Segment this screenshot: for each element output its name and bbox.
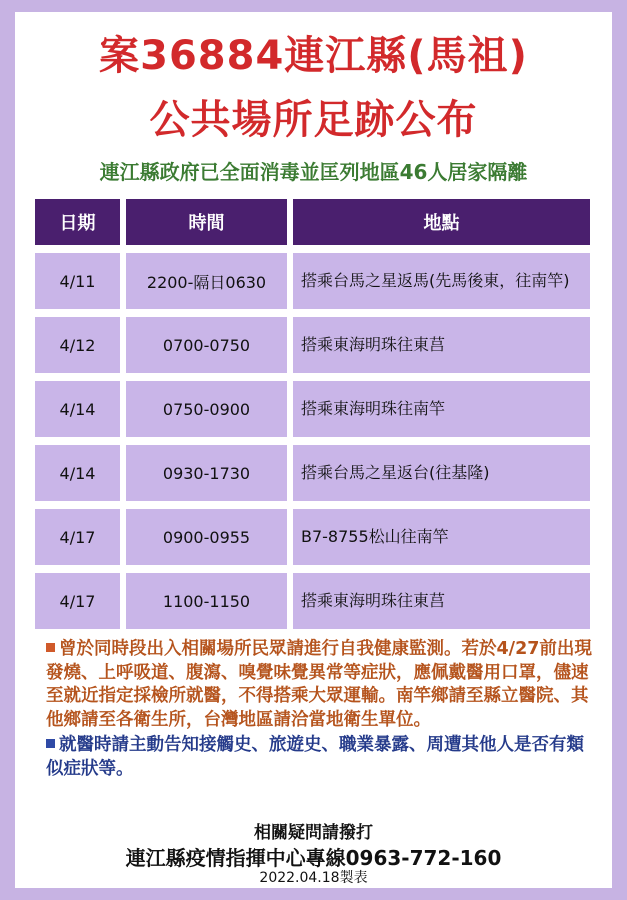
blue-square-bullet-icon bbox=[46, 739, 55, 748]
title-line-2: 公共場所足跡公布 bbox=[149, 97, 478, 143]
row-4-place: 搭乘台馬之星返台(往基隆) bbox=[293, 445, 590, 501]
footer-date: 2022.04.18製表 bbox=[259, 870, 368, 886]
row-6-date: 4/17 bbox=[35, 573, 120, 629]
header-time: 時間 bbox=[126, 199, 287, 245]
row-1-time: 2200-隔日0630 bbox=[126, 253, 287, 309]
row-3-place: 搭乘東海明珠往南竿 bbox=[293, 381, 590, 437]
note-1-text: 曾於同時段出入相關場所民眾請進行自我健康監測。若於4/27前出現發燒、上呼吸道、腹瀉、嗅覺味覺異常等症狀，應佩戴醫用口罩，儘速至就近指定採檢所就醫，不得搭乘大眾運輸。南竿鄉請至縣立醫院、其他鄉請至各衛生所，台灣地區請洽當地衛生單位。 bbox=[46, 639, 592, 730]
row-4-time: 0930-1730 bbox=[126, 445, 287, 501]
row-1-date: 4/11 bbox=[35, 253, 120, 309]
note-medical-disclosure bbox=[46, 734, 594, 781]
row-4-date: 4/14 bbox=[35, 445, 120, 501]
row-3-date: 4/14 bbox=[35, 381, 120, 437]
row-6-time: 1100-1150 bbox=[126, 573, 287, 629]
row-2-time: 0700-0750 bbox=[126, 317, 287, 373]
header-date: 日期 bbox=[35, 199, 120, 245]
row-2-date: 4/12 bbox=[35, 317, 120, 373]
footer-inquiry-label: 相關疑問請撥打 bbox=[254, 823, 373, 843]
row-6-place: 搭乘東海明珠往東莒 bbox=[293, 573, 590, 629]
note-health-monitoring bbox=[46, 638, 594, 732]
row-5-date: 4/17 bbox=[35, 509, 120, 565]
note-2-text: 就醫時請主動告知接觸史、旅遊史、職業暴露、周遭其他人是否有類似症狀等。 bbox=[46, 735, 584, 779]
notes-section bbox=[46, 638, 594, 781]
orange-square-bullet-icon bbox=[46, 643, 55, 652]
title-line-1: 案36884連江縣(馬祖) bbox=[99, 33, 528, 79]
row-1-place: 搭乘台馬之星返馬(先馬後東，往南竿) bbox=[293, 253, 590, 309]
row-3-time: 0750-0900 bbox=[126, 381, 287, 437]
subtitle: 連江縣政府已全面消毒並匡列地區46人居家隔離 bbox=[99, 160, 528, 184]
row-5-time: 0900-0955 bbox=[126, 509, 287, 565]
footer-hotline: 連江縣疫情指揮中心專線0963-772-160 bbox=[125, 846, 502, 870]
row-2-place: 搭乘東海明珠往東莒 bbox=[293, 317, 590, 373]
header-place: 地點 bbox=[293, 199, 590, 245]
row-5-place: B7-8755松山往南竿 bbox=[293, 509, 590, 565]
